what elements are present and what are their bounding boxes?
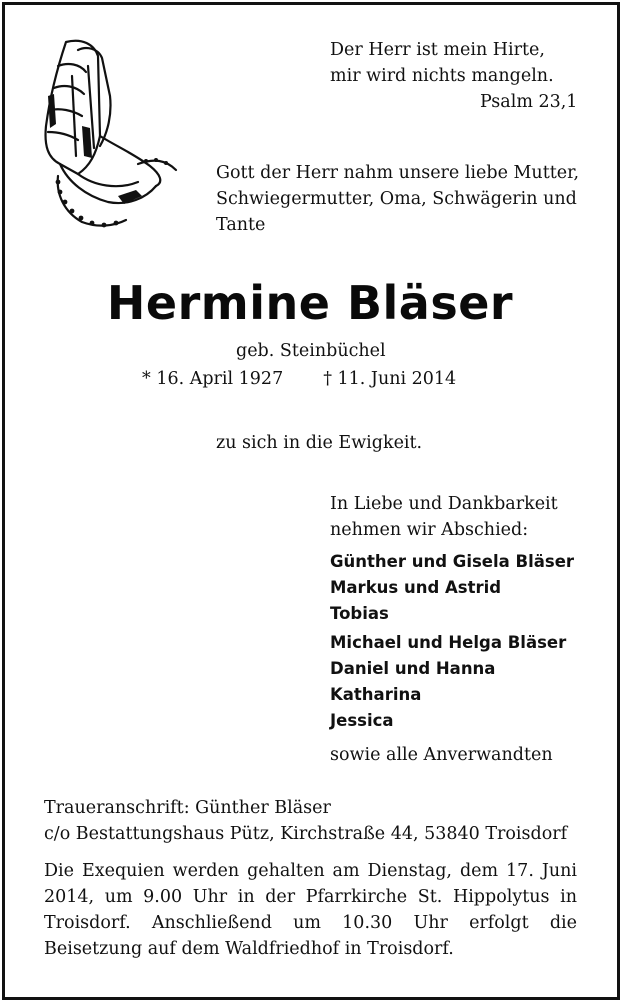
deceased-name: Hermine Bläser (106, 276, 514, 330)
birth-name: geb. Steinbüchel (236, 341, 386, 361)
thanks-text (330, 491, 558, 543)
life-dates (142, 366, 456, 392)
family-member: Jessica (330, 711, 394, 730)
family-group (330, 549, 574, 627)
death-date: † 11. Juni 2014 (323, 369, 457, 389)
psalm-quote (330, 37, 554, 89)
family-member: Daniel und Hanna (330, 659, 496, 678)
psalm-reference: Psalm 23,1 (480, 92, 578, 112)
thanks-line: In Liebe und Dankbarkeit (330, 494, 558, 514)
psalm-line: mir wird nichts mangeln. (330, 66, 554, 86)
intro-line: Tante (216, 215, 266, 235)
family-member: Markus und Astrid (330, 578, 502, 597)
family-member: Michael und Helga Bläser (330, 633, 567, 652)
family-member: Tobias (330, 604, 389, 623)
birth-date: * 16. April 1927 (142, 369, 284, 389)
thanks-line: nehmen wir Abschied: (330, 520, 529, 540)
mourning-address (44, 795, 567, 847)
praying-hands-icon (38, 36, 183, 236)
eternity-text: zu sich in die Ewigkeit. (216, 433, 423, 453)
family-member: Günther und Gisela Bläser (330, 552, 575, 571)
relatives-text: sowie alle Anverwandten (330, 745, 553, 765)
family-group (330, 630, 566, 734)
intro-text (216, 160, 586, 238)
psalm-line: Der Herr ist mein Hirte, (330, 40, 545, 60)
family-member: Katharina (330, 685, 422, 704)
intro-line: Gott der Herr nahm unsere liebe Mutter, (216, 163, 580, 183)
intro-line: Schwiegermutter, Oma, Schwägerin und (216, 189, 577, 209)
address-line: Traueranschrift: Günther Bläser (44, 798, 331, 818)
exequies-text: Die Exequien werden gehalten am Dienstag, dem 17. Juni 2014, um 9.00 Uhr in der Pfarrkirche St. Hippolytus in Troisdorf. Anschließend um 10.30 Uhr erfolgt die Beisetzung auf dem Waldfriedhof in Troisdorf. (44, 861, 577, 959)
address-line: c/o Bestattungshaus Pütz, Kirchstraße 44, 53840 Troisdorf (44, 824, 568, 844)
